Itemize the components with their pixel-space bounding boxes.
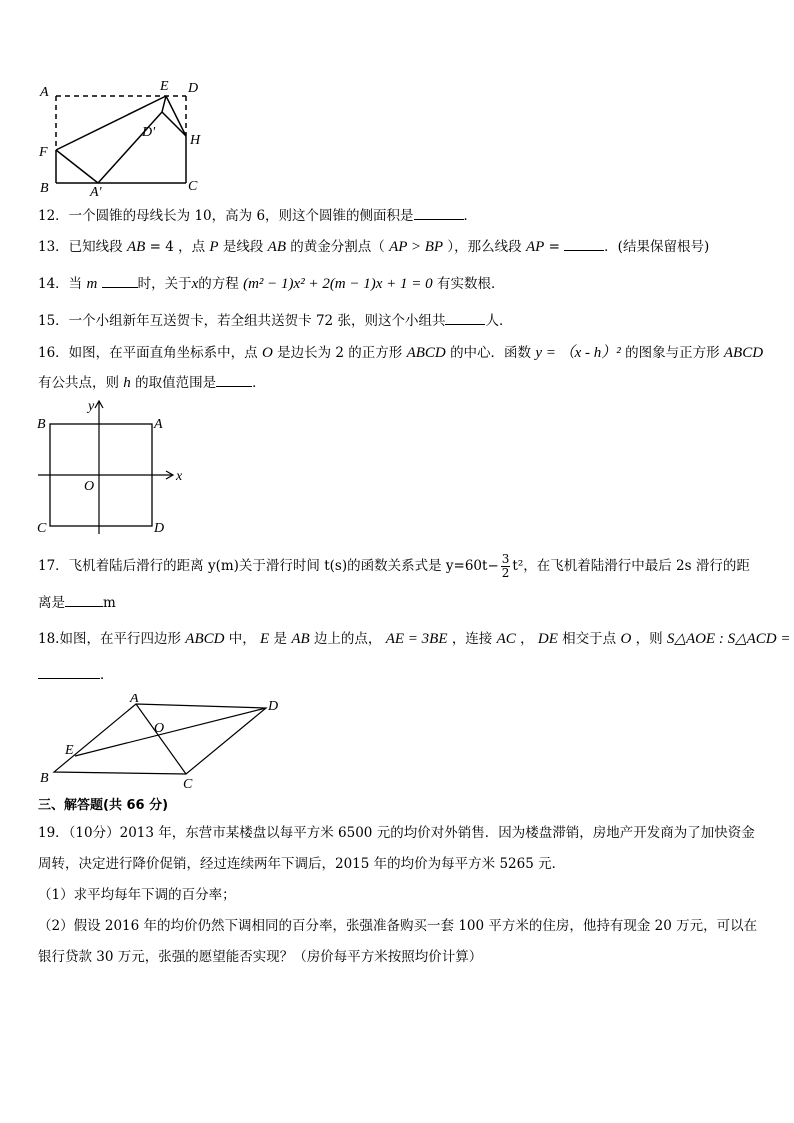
question-19-line5: 银行贷款 30 万元，张强的愿望能否实现？（房价每平方米按照均价计算） xyxy=(38,949,483,965)
section-title: 三、解答题(共 66 分) xyxy=(38,798,169,813)
question-16-line2: 有公共点，则 h 的取值范围是 ． xyxy=(38,375,266,391)
fig3-label: B xyxy=(40,771,49,786)
fig2-label: A xyxy=(154,417,163,432)
fig2-label: y xyxy=(88,399,95,414)
question-18: 18.如图，在平行四边形 ABCD 中， E 是 AB 边上的点， AE = 3BE ，连接 AC ， DE 相交于点 O ，则 S△AOE : S△ACD = xyxy=(38,631,791,647)
fig1-label: C xyxy=(188,179,198,194)
question-13: 13．已知线段 AB = 4 ，点 P 是线段 AB 的黄金分割点（ AP > BP ），那么线段 AP = ．(结果保留根号) xyxy=(38,239,710,255)
fig3-label: O xyxy=(154,721,165,736)
fig3-label: C xyxy=(183,777,193,792)
question-18-answer: ． xyxy=(38,666,114,684)
answer-blank xyxy=(414,207,464,220)
fig2-label: B xyxy=(37,417,46,432)
answer-blank xyxy=(564,238,604,251)
fig3-label: D xyxy=(268,699,279,714)
figure-folded-rectangle xyxy=(34,72,214,198)
question-17-line2: 离是 m xyxy=(38,595,116,611)
question-19-part1: （1）求平均每年下调的百分率； xyxy=(38,887,236,903)
fig1-label: H xyxy=(190,133,201,148)
answer-blank xyxy=(216,374,252,387)
question-16-line1: 16．如图，在平面直角坐标系中，点 O 是边长为 2 的正方形 ABCD 的中心．函数 y = （x - h）² 的图象与正方形 ABCD xyxy=(38,345,764,361)
answer-blank xyxy=(102,275,138,288)
fig1-label: D xyxy=(188,81,199,96)
fig1-label: D' xyxy=(142,125,156,140)
answer-blank xyxy=(38,666,100,679)
fig3-label: E xyxy=(65,743,74,758)
answer-blank xyxy=(65,594,103,607)
fig1-label: A xyxy=(40,85,49,100)
fig1-label: E xyxy=(160,79,169,94)
question-19-part2: （2）假设 2016 年的均价仍然下调相同的百分率，张强准备购买一套 100 平方米的住房，他持有现金 20 万元，可以在 xyxy=(38,918,758,934)
fig2-label: D xyxy=(154,521,165,536)
question-12: 12．一个圆锥的母线长为 10，高为 6，则这个圆锥的侧面积是 ． xyxy=(38,208,478,224)
question-17-line1: 17．飞机着陆后滑行的距离 y(m)关于滑行时间 t(s)的函数关系式是 y=60t− $\frac{3}{2}$ t²，在飞机着陆滑行中最后 2s 滑行的距 xyxy=(38,552,750,580)
figure-parallelogram xyxy=(34,694,284,794)
fig2-label: O xyxy=(84,479,95,494)
figure-square-axes xyxy=(34,396,194,536)
question-14: 14．当 m 时，关于x的方程 (m² − 1)x² + 2(m − 1)x + 1 = 0 有实数根． xyxy=(38,276,505,292)
question-19-line2: 周转，决定进行降价促销，经过连续两年下调后，2015 年的均价为每平方米 5265 元． xyxy=(38,856,566,872)
fig2-label: C xyxy=(37,521,47,536)
question-15: 15．一个小组新年互送贺卡，若全组共送贺卡 72 张，则这个小组共 人． xyxy=(38,313,513,329)
answer-blank xyxy=(445,312,485,325)
fraction-3-2: $\frac{3}{2}$ xyxy=(501,552,510,580)
question-19-line1: 19．（10分）2013 年，东营市某楼盘以每平方米 6500 元的均价对外销售．因为楼盘滞销，房地产开发商为了加快资金 xyxy=(38,825,755,841)
fig1-label: F xyxy=(39,145,48,160)
fig1-label: A' xyxy=(90,185,102,198)
fig2-label: x xyxy=(176,469,183,484)
fig1-label: B xyxy=(40,181,49,196)
fig3-label: A xyxy=(130,694,139,706)
